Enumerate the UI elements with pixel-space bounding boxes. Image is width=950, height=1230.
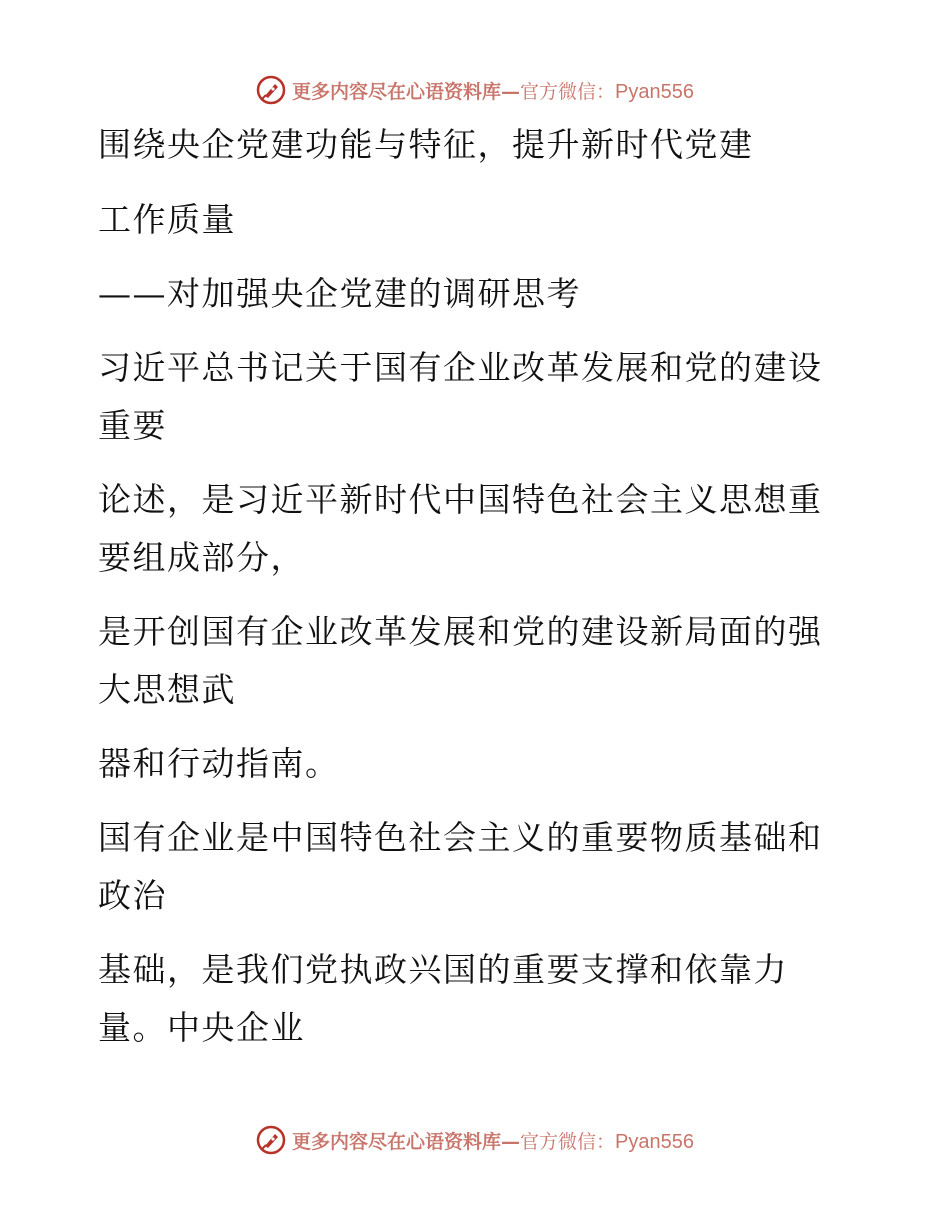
- paragraph-line: 论述，是习近平新时代中国特色社会主义思想重: [98, 480, 823, 519]
- header-banner: [0, 72, 950, 108]
- paragraph-line: 是开创国有企业改革发展和党的建设新局面的强: [98, 612, 823, 651]
- document-title-line-2: 工作质量: [98, 200, 236, 239]
- banner-text: [292, 77, 694, 104]
- banner-wechat-id: Pyan556: [615, 1130, 694, 1153]
- banner-wechat-label: 官方微信：: [520, 1130, 616, 1153]
- paragraph-line: 基础，是我们党执政兴国的重要支撑和依靠力: [98, 950, 788, 989]
- banner-text: [292, 1127, 694, 1154]
- document-title-line-1: 围绕央企党建功能与特征，提升新时代党建: [98, 125, 754, 164]
- paragraph-line: 要组成部分，: [98, 538, 305, 577]
- paragraph-line: 量。中央企业: [98, 1008, 305, 1047]
- banner-slogan: 更多内容尽在心语资料库—: [292, 80, 521, 103]
- pen-nib-seal-icon: [256, 1125, 286, 1155]
- paragraph-line: 大思想武: [98, 670, 236, 709]
- banner-wechat-label: 官方微信：: [520, 80, 616, 103]
- banner-wechat-id: Pyan556: [615, 80, 694, 103]
- paragraph-line: 重要: [98, 406, 167, 445]
- paragraph-line: 器和行动指南。: [98, 744, 340, 783]
- paragraph-line: 政治: [98, 876, 167, 915]
- paragraph-line: 习近平总书记关于国有企业改革发展和党的建设: [98, 348, 823, 387]
- document-subtitle: ——对加强央企党建的调研思考: [98, 274, 581, 313]
- paragraph-line: 国有企业是中国特色社会主义的重要物质基础和: [98, 818, 823, 857]
- banner-slogan: 更多内容尽在心语资料库—: [292, 1130, 521, 1153]
- pen-nib-seal-icon: [256, 75, 286, 105]
- footer-banner: [0, 1122, 950, 1158]
